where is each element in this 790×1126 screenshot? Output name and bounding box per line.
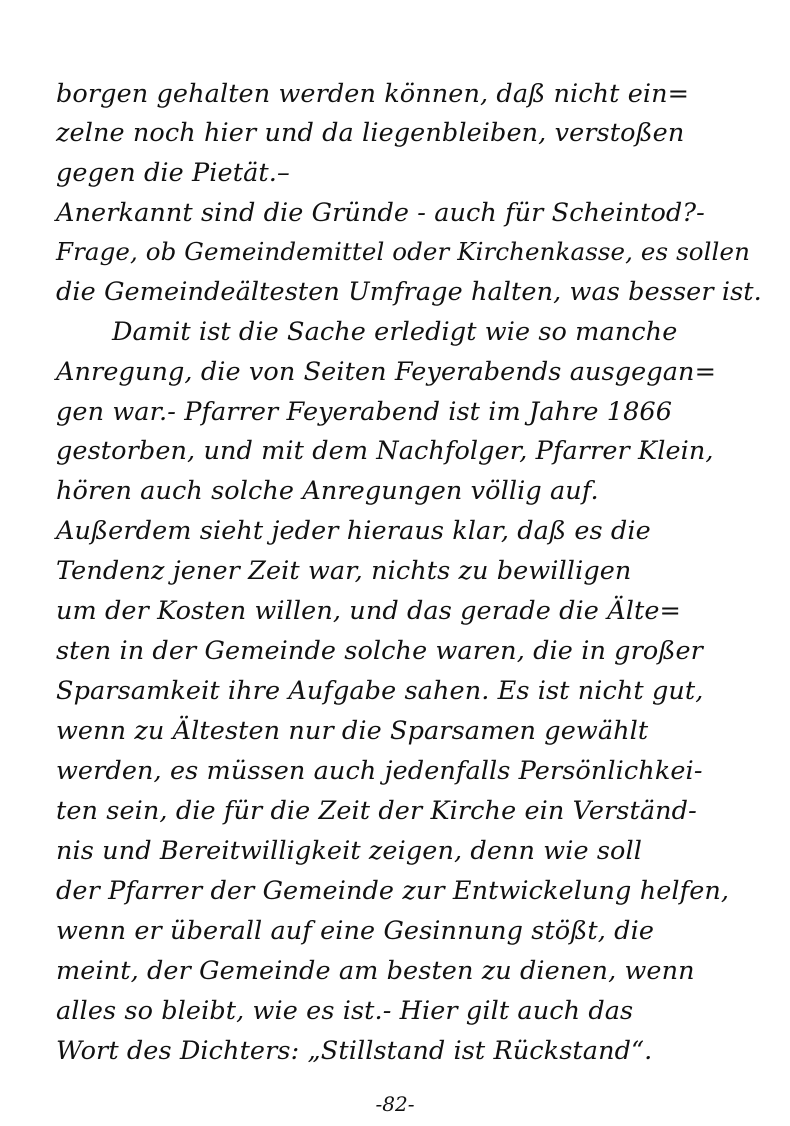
text-line: sten in der Gemeinde solche waren, die in großer xyxy=(56,636,703,666)
text-line: Damit ist die Sache erledigt wie so manche xyxy=(112,317,678,347)
text-line: Anregung, die von Seiten Feyerabends ausgegan= xyxy=(56,357,717,387)
text-line: hören auch solche Anregungen völlig auf. xyxy=(56,476,599,506)
text-line: wenn zu Ältesten nur die Sparsamen gewählt xyxy=(56,716,649,746)
text-line: borgen gehalten werden können, daß nicht ein= xyxy=(56,79,690,109)
text-line: Sparsamkeit ihre Aufgabe sahen. Es ist nicht gut, xyxy=(56,676,704,706)
text-line: die Gemeindeältesten Umfrage halten, was besser ist. xyxy=(56,277,762,307)
text-line: meint, der Gemeinde am besten zu dienen, wenn xyxy=(56,956,695,986)
page-number: -82- xyxy=(375,1092,415,1116)
text-line: Wort des Dichters: „Stillstand ist Rückstand“. xyxy=(56,1036,653,1066)
text-line: der Pfarrer der Gemeinde zur Entwickelung helfen, xyxy=(56,876,730,906)
text-line: gestorben, und mit dem Nachfolger, Pfarrer Klein, xyxy=(56,436,714,466)
text-line: Anerkannt sind die Gründe - auch für Scheintod?- xyxy=(56,198,705,228)
text-line: um der Kosten willen, und das gerade die Älte= xyxy=(56,596,681,626)
text-line: Tendenz jener Zeit war, nichts zu bewilligen xyxy=(56,556,632,586)
text-line: Außerdem sieht jeder hieraus klar, daß es die xyxy=(56,516,651,546)
text-line: nis und Bereitwilligkeit zeigen, denn wie soll xyxy=(56,836,643,866)
text-line: ten sein, die für die Zeit der Kirche ein Verständ- xyxy=(56,796,697,826)
text-line: werden, es müssen auch jedenfalls Persönlichkei- xyxy=(56,756,703,786)
text-line: gegen die Pietät.– xyxy=(56,158,290,188)
text-line: gen war.- Pfarrer Feyerabend ist im Jahre 1866 xyxy=(56,397,673,427)
text-line: alles so bleibt, wie es ist.- Hier gilt auch das xyxy=(56,996,634,1026)
text-line: wenn er überall auf eine Gesinnung stößt, die xyxy=(56,916,655,946)
text-line: Frage, ob Gemeindemittel oder Kirchenkasse, es sollen xyxy=(56,237,750,266)
text-line: zelne noch hier und da liegenbleiben, verstoßen xyxy=(56,118,685,148)
